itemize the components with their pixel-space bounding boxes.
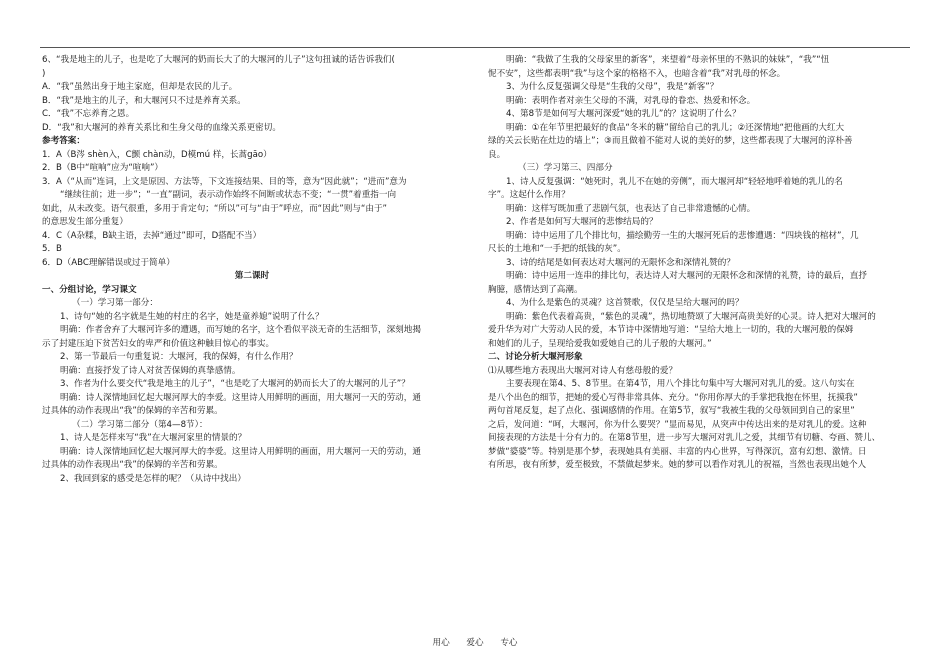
left-text-line: 示了封建压迫下贫苦妇女的卑严和价值这种触目惊心的事实。 <box>42 338 275 349</box>
left-text-line: 如此，从未改变。语气很重，多用于肯定句；“所以”可与“由于”呼应，而“因此”则与“由于” <box>42 203 387 214</box>
left-text-line: （二）学习第二部分（第4—8节）： <box>72 419 208 430</box>
left-column <box>42 54 462 486</box>
right-text-line: 明确：①在年节里把最好的食品“冬米的糖”留给自己的乳儿；②还深情地“把他画的大红大 <box>506 122 845 133</box>
left-text-line: 一、分组讨论，学习课文 <box>42 284 137 295</box>
right-text-line: 和她们的儿子，呈现给爱我如爱她自己的儿子般的大堰河。” <box>488 338 712 349</box>
right-text-line: 明确：“我做了生我的父母家里的新客”，来望着“母亲怀里的不熟识的妹妹”，“我”“忸 <box>506 55 830 65</box>
left-text-line: 2、第一节最后一句重复说：大堰河，我的保姆，有什么作用？ <box>60 352 298 362</box>
left-text-line: D．“我”和大堰河的养育关系比和生身父母的血缘关系更密切。 <box>42 122 281 133</box>
left-text-line: A．“我”虽然出身于地主家庭，但却是农民的儿子。 <box>42 82 238 92</box>
left-text-line: 明确：诗人深情地回忆起大堰河厚大的李爱。这里诗人用鲜明的画面，用大堰河一天的劳动，通 <box>60 392 421 403</box>
right-text-line: 3、诗的结尾是如何表达对大堰河的无限怀念和深情礼赞的？ <box>506 257 735 268</box>
left-text-line: “继续往前；进一步”；“一直”副词，表示动作始终不间断或状态不变；“一贯”着重指一向 <box>60 190 397 200</box>
left-text-line: 过具体的动作表现出“我”的保姆的辛苦和劳累。 <box>42 460 223 470</box>
left-text-line: 1．A（B涔 shèn入，C颤 chàn动，D模mú 样，长蒿gāo） <box>42 149 272 160</box>
right-text-line: 1、诗人反复强调：“她死时，乳儿不在她的旁侧”，而大堰河却“轻轻地呼着她的乳儿的名 <box>506 176 843 187</box>
right-text-line: 胸臆，感情达到了高潮。 <box>488 284 583 295</box>
left-text-line: 1、诗句“她的名字就是生她的村庄的名字，她是童养媳”说明了什么？ <box>60 311 324 322</box>
right-column <box>488 54 908 473</box>
left-text-line: 明确：诗人深情地回忆起大堰河厚大的李爱。这里诗人用鲜明的画面，用大堰河一天的劳动，通 <box>60 446 421 457</box>
right-text-line: 字”。这起什么作用？ <box>488 190 570 200</box>
left-text-line: 过具体的动作表现出“我”的保姆的辛苦和劳累。 <box>42 406 223 416</box>
left-text-line: 1、诗人是怎样来写“我”在大堰河家里的情景的？ <box>60 433 247 443</box>
left-text-line: 参考答案： <box>42 136 85 146</box>
right-text-line: 4、为什么是紫色的灵魂？这首赞歌，仅仅是呈给大堰河的吗？ <box>506 298 744 308</box>
left-text-line: 明确：直接抒发了诗人对贫苦保姆的真挚感情。 <box>60 365 241 376</box>
left-text-line: 6．D（ABC理解错误或过于简单） <box>42 257 175 268</box>
right-text-line: ⑴从哪些地方表现出大堰河对诗人有慈母般的爱？ <box>488 365 678 376</box>
right-text-line: 梦做“婆婆”等。特别是那个梦，表现她具有美丽、丰富的内心世界，写得深沉，富有幻想、激情。日 <box>488 446 867 457</box>
left-text-line: （一）学习第一部分： <box>72 298 158 308</box>
right-text-line: 是八个出色的细节，把她的爱心写得非常具体、充分。“你用你厚大的手掌把我抱在怀里，抚摸我” <box>488 392 858 403</box>
left-text-line: 4．C（A杂糅，B缺主语，去掉“通过”即可，D搭配不当） <box>42 230 262 241</box>
right-text-line: 间接表现的方法是十分有力的。在第8节里，进一步写大堰河对乳儿之爱，其细节有切糖、夸画、赞儿、 <box>488 433 881 443</box>
right-text-line: 怩不安”，这些都表明“我”与这个家的格格不入，也暗含着“我”对乳母的怀念。 <box>488 68 786 79</box>
page-footer: 用心 爱心 专心 <box>432 638 518 648</box>
right-text-line: 4、第8节是如何写大堰河深爱“她的乳儿”的？这说明了什么？ <box>506 109 741 119</box>
left-text-line: 3、作者为什么要交代“我是地主的儿子”，“也是吃了大堰河的奶而长大了的大堰河的儿子”？ <box>60 379 410 389</box>
left-text-line: B．“我”是地主的儿子，和大堰河只不过是养育关系。 <box>42 95 246 106</box>
left-text-line: 3．A（“从而”连词，上文是原因、方法等，下文连接结果、目的等，意为“因此就”；“进而”意为 <box>42 176 407 187</box>
left-text-line: ) <box>42 68 46 79</box>
right-text-line: 爱升华为对广大劳动人民的爱，本节诗中深情地写道：“呈给大地上一切的，我的大堰河般的保姆 <box>488 325 854 335</box>
left-text-line: C．“我”不忘养育之恩。 <box>42 109 135 119</box>
left-text-line: 5．B <box>42 244 62 254</box>
right-text-line: 二、讨论分析大堰河形象 <box>488 352 583 362</box>
left-text-line: 的意思发生部分重复） <box>42 217 128 227</box>
right-text-line: 明确：诗中运用一连串的排比句，表达诗人对大堰河的无限怀念和深情的礼赞，诗的最后，直抒 <box>506 271 867 281</box>
left-text-line: 2．B（B中“喧响”应为“喧响”） <box>42 163 164 173</box>
right-text-line: 有所思，夜有所梦，爱至极致，不禁做起梦来。她的梦可以看作对乳儿的祝福，当然也表现出她个人 <box>488 460 867 470</box>
right-text-line: 3、为什么反复强调父母是“生我的父母”，我是“新客”？ <box>506 82 719 92</box>
right-text-line: 之后，发问道：“呵，大堰河，你为什么要哭？”显而易见，从突声中传达出来的是对乳儿的爱。这种 <box>488 419 867 430</box>
right-text-line: 明确：表明作者对亲生父母的不满，对乳母的眷恋、热爱和怀念。 <box>506 95 756 106</box>
right-text-line: 绿的关云长贴在灶边的墙上”；③而且做着不能对人说的美好的梦，这些都表现了大堰河的淳朴善 <box>488 136 853 146</box>
right-text-line: 明确：这样写既加重了悲剧气氛，也表达了自己非常遗憾的心情。 <box>506 203 756 214</box>
right-text-line: 明确：紫色代表着高贵，“紫色的灵魂”，热切地赞颂了大堰河高贵美好的心灵。诗人把对大堰河的 <box>506 311 876 322</box>
right-text-line: 两句首尾反复，起了点化、强调感情的作用。在第5节，叙写“我被生我的父母领回到自己的家里” <box>488 406 855 416</box>
right-text-line: 良。 <box>488 149 506 160</box>
left-text-line: 第二课时 <box>234 271 270 281</box>
right-text-line: 2、作者是如何写大堰河的悲惨结局的？ <box>506 217 658 227</box>
left-text-line: 2、我回到家的感受是怎样的呢？（从诗中找出） <box>60 473 246 484</box>
right-text-line: 尺长的土地和“一手把的纸钱的灰”。 <box>488 244 626 254</box>
right-text-line: 主要表现在第4、5、8节里。在第4节，用八个排比句集中写大堰河对乳儿的爱。这八句实在 <box>506 379 855 389</box>
right-text-line: （三）学习第三、四部分 <box>518 163 613 173</box>
left-text-line: 明确：作者舍弃了大堰河许多的遭遇，而写她的名字，这个看似平淡无奇的生活细节，深刻地揭 <box>60 325 421 335</box>
left-text-line: 6、“我是地主的儿子，也是吃了大堰河的奶而长大了的大堰河的儿子”这句扭诚的话告诉我们( <box>42 55 395 65</box>
header-rule <box>40 47 910 48</box>
right-text-line: 明确：诗中运用了几个排比句，描绘勤劳一生的大堰河死后的悲惨遭遇：“四块钱的棺材”，几 <box>506 230 859 241</box>
